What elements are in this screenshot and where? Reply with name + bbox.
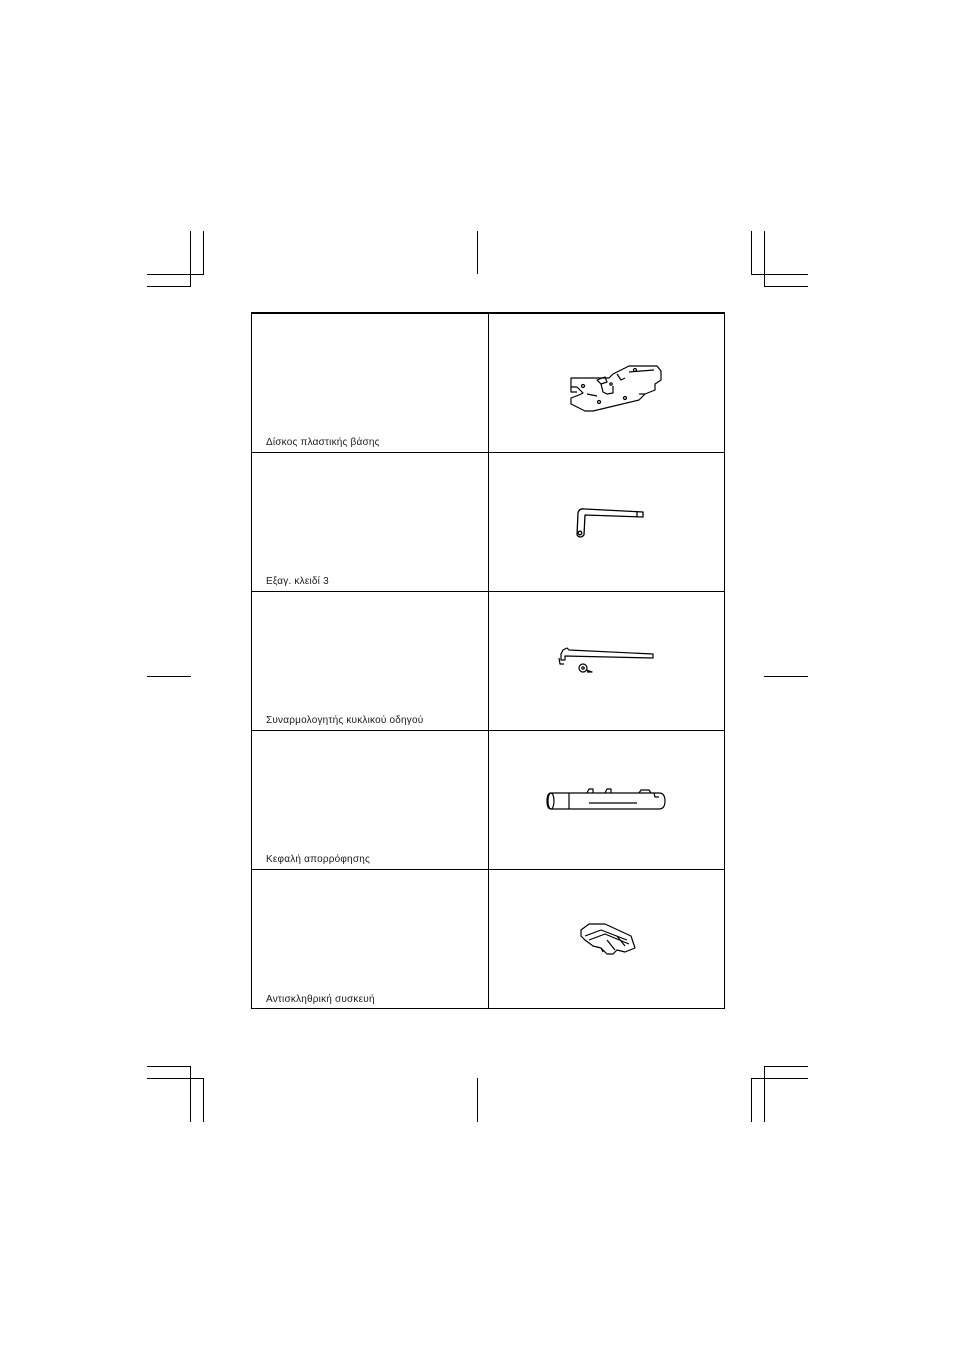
crop-mark	[190, 1066, 191, 1122]
crop-mark	[764, 286, 808, 287]
crop-mark	[147, 286, 191, 287]
item-label-cell	[252, 314, 489, 452]
table-row	[252, 731, 724, 870]
table-row	[252, 314, 724, 453]
crop-mark	[203, 1078, 204, 1122]
table-row	[252, 453, 724, 592]
accessories-table	[251, 312, 725, 1009]
item-label-cell	[252, 731, 489, 869]
crop-mark	[190, 231, 191, 287]
crop-mark	[751, 1078, 808, 1079]
plastic-base-plate-icon	[489, 314, 726, 453]
crop-mark	[751, 231, 752, 274]
item-image-cell	[489, 453, 726, 591]
anti-splinter-device-icon	[489, 870, 726, 1009]
crop-mark	[751, 1078, 752, 1122]
item-image-cell	[489, 731, 726, 869]
crop-mark	[147, 1066, 191, 1067]
hex-key-icon	[489, 453, 726, 592]
crop-mark	[477, 231, 478, 274]
item-image-cell	[489, 592, 726, 730]
item-label: Αντισκληθρική συσκευή	[266, 994, 375, 1005]
crop-mark	[147, 1078, 204, 1079]
circular-guide-assembly-icon	[489, 592, 726, 731]
item-image-cell	[489, 314, 726, 452]
crop-mark	[147, 676, 191, 677]
item-label-cell	[252, 870, 489, 1009]
table-row	[252, 870, 724, 1009]
item-label-cell	[252, 453, 489, 591]
item-image-cell	[489, 870, 726, 1009]
crop-mark	[764, 676, 808, 677]
crop-mark	[147, 274, 204, 275]
item-label-cell	[252, 592, 489, 730]
crop-mark	[764, 231, 765, 287]
item-label: Συναρμολογητής κυκλικού οδηγού	[266, 715, 424, 726]
table-row	[252, 592, 724, 731]
suction-head-icon	[489, 731, 726, 870]
item-label: Εξαγ. κλειδί 3	[266, 576, 329, 587]
crop-mark	[764, 1066, 808, 1067]
item-label: Δίσκος πλαστικής βάσης	[266, 437, 380, 448]
crop-mark	[764, 1066, 765, 1122]
crop-mark	[203, 231, 204, 274]
crop-mark	[477, 1078, 478, 1122]
crop-mark	[751, 274, 808, 275]
item-label: Κεφαλή απορρόφησης	[266, 854, 370, 865]
